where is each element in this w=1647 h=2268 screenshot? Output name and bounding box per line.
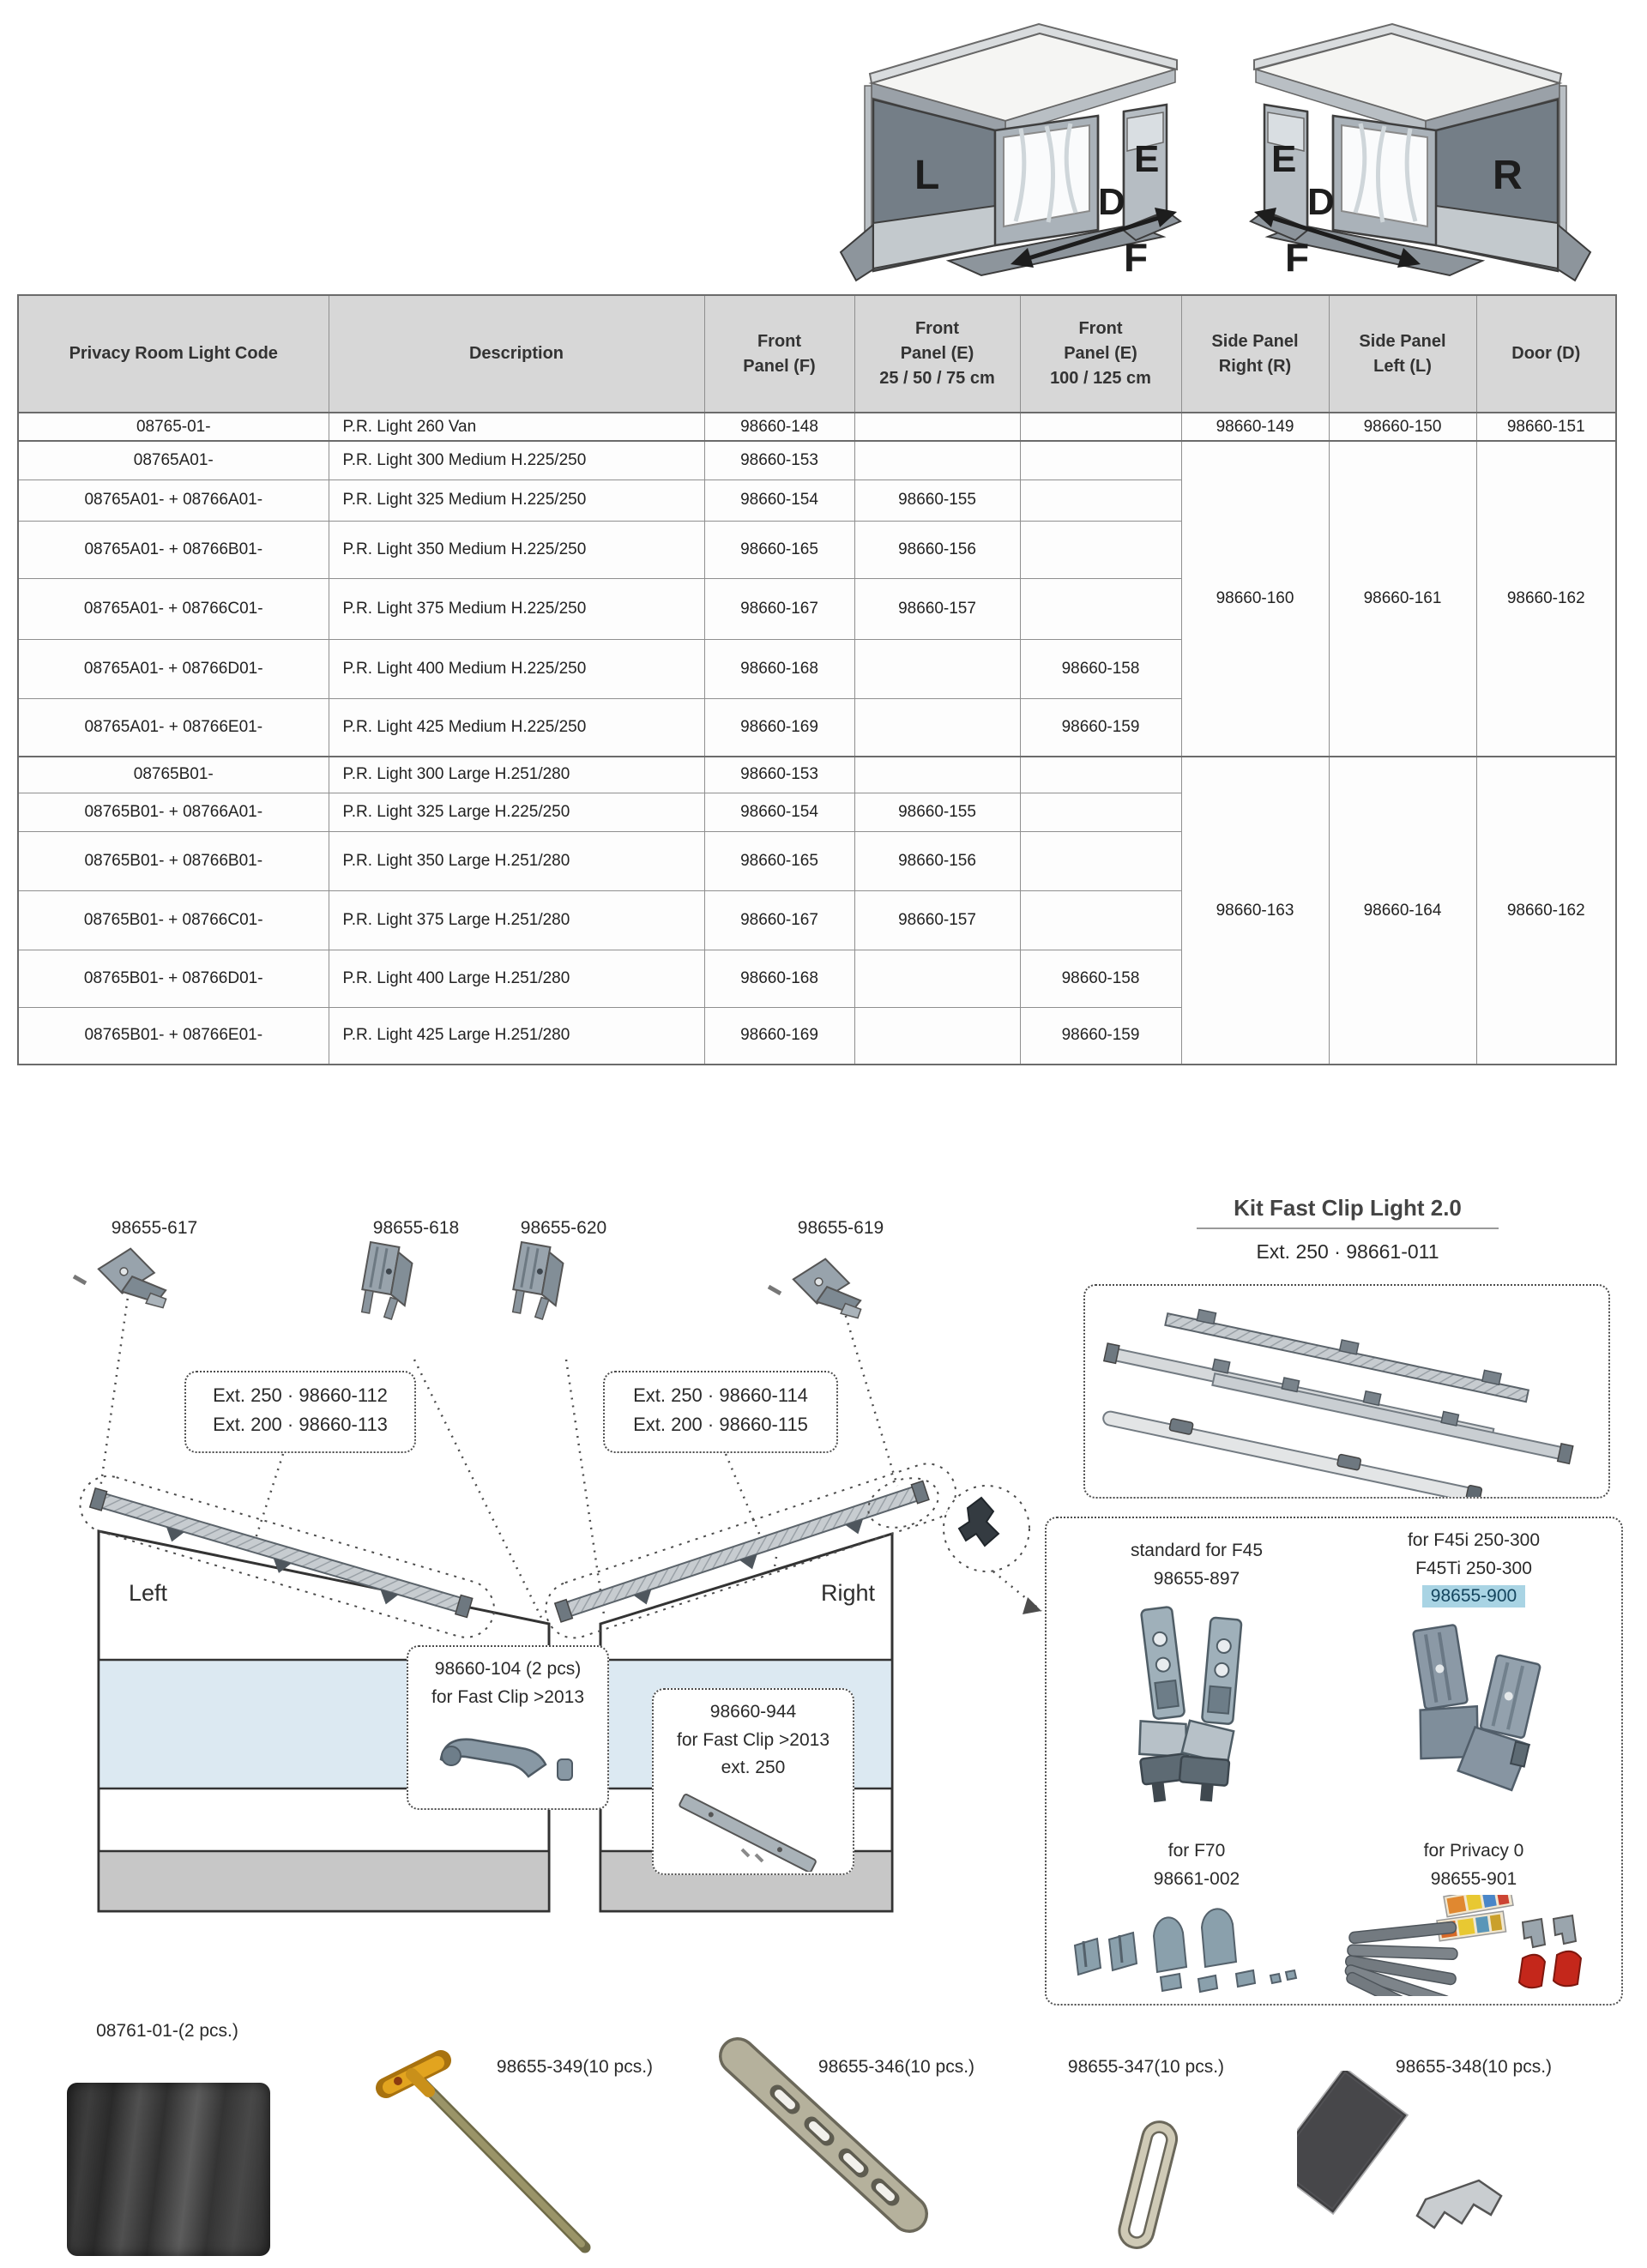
label-edge-right: E — [1271, 138, 1297, 180]
part-number-cell: 98660-167 — [704, 578, 854, 639]
label-side-left: L — [914, 153, 940, 198]
privacy-room-diagram-right-icon — [1246, 7, 1609, 292]
part-number-cell: 98660-165 — [704, 831, 854, 890]
part-number-cell: 98660-157 — [854, 578, 1020, 639]
code-cell: 08765B01- — [18, 757, 329, 793]
code-cell: 08765B01- + 08766E01- — [18, 1007, 329, 1065]
part-number-cell — [1020, 413, 1181, 441]
part-number-cell — [854, 950, 1020, 1007]
oval-link-icon — [1088, 2108, 1208, 2263]
part-number-cell: 98660-153 — [704, 757, 854, 793]
part-number-cell: 98660-156 — [854, 831, 1020, 890]
column-header: Side Panel Left (L) — [1329, 295, 1476, 413]
variant-label: for F45i 250-300 — [1407, 1530, 1541, 1550]
part-number-cell: 98660-168 — [704, 639, 854, 698]
description-cell: P.R. Light 260 Van — [329, 413, 704, 441]
f45-clips-icon — [1098, 1598, 1295, 1830]
part-label-98655-349: 98655-349(10 pcs.) — [496, 2057, 654, 2077]
variant-f45 — [1064, 1537, 1330, 1834]
variant-privacy-0 — [1336, 1837, 1611, 2000]
part-number-cell: 98660-151 — [1476, 413, 1616, 441]
highlighted-code: 98655-900 — [1422, 1585, 1525, 1608]
part-number-cell — [1020, 793, 1181, 831]
part-number-cell: 98660-158 — [1020, 950, 1181, 1007]
column-header: Front Panel (F) — [704, 295, 854, 413]
part-label-98655-348: 98655-348(10 pcs.) — [1395, 2057, 1553, 2077]
part-number-cell: 98660-167 — [704, 890, 854, 950]
panel-label-right: Right — [820, 1580, 875, 1606]
callout-98660-104 — [407, 1645, 609, 1810]
part-number-cell — [854, 441, 1020, 480]
code-cell: 08765B01- + 08766C01- — [18, 890, 329, 950]
part-label-98655-617: 98655-617 — [111, 1218, 198, 1238]
part-number-cell: 98660-155 — [854, 793, 1020, 831]
part-number-cell: 98660-150 — [1329, 413, 1476, 441]
code-cell: 08765A01- + 08766A01- — [18, 480, 329, 521]
callout-line: for Fast Clip >2013 — [676, 1729, 830, 1750]
ext-code-line: Ext. 250 · 98660-114 — [633, 1384, 808, 1406]
sticker-icon — [1437, 1895, 1513, 1941]
ext-code-line: Ext. 200 · 98660-113 — [213, 1414, 388, 1436]
part-number-cell: 98660-159 — [1020, 698, 1181, 757]
label-front-left: F — [1124, 235, 1149, 280]
ext-codes-box-left — [184, 1371, 416, 1453]
description-cell: P.R. Light 400 Large H.251/280 — [329, 950, 704, 1007]
label-side-right: R — [1493, 153, 1523, 198]
part-number-cell: 98660-153 — [704, 441, 854, 480]
column-header: Description — [329, 295, 704, 413]
part-number-cell: 98660-157 — [854, 890, 1020, 950]
column-header: Front Panel (E) 100 / 125 cm — [1020, 295, 1181, 413]
part-number-cell: 98660-169 — [704, 1007, 854, 1065]
privacy-room-diagram-left-icon — [822, 7, 1185, 292]
ext-codes-box-right — [603, 1371, 838, 1453]
part-number-cell: 98660-161 — [1329, 441, 1476, 757]
part-number-cell: 98660-165 — [704, 521, 854, 578]
part-number-cell — [1020, 890, 1181, 950]
description-cell: P.R. Light 375 Large H.251/280 — [329, 890, 704, 950]
part-label-98655-620: 98655-620 — [520, 1218, 607, 1238]
description-cell: P.R. Light 325 Medium H.225/250 — [329, 480, 704, 521]
part-number-cell: 98660-162 — [1476, 757, 1616, 1065]
callout-line: ext. 250 — [721, 1758, 786, 1778]
part-number-cell: 98660-159 — [1020, 1007, 1181, 1065]
part-number-cell — [854, 698, 1020, 757]
ext-code-line: Ext. 250 · 98660-112 — [213, 1384, 388, 1406]
part-number-cell: 98660-154 — [704, 793, 854, 831]
part-number-cell — [854, 1007, 1020, 1065]
code-cell: 08765A01- — [18, 441, 329, 480]
description-cell: P.R. Light 375 Medium H.225/250 — [329, 578, 704, 639]
description-cell: P.R. Light 325 Large H.225/250 — [329, 793, 704, 831]
reference-table-wrapper — [17, 294, 1617, 1065]
part-number-cell: 98660-155 — [854, 480, 1020, 521]
f70-parts-icon — [1068, 1898, 1325, 1994]
part-number-cell — [1020, 578, 1181, 639]
part-number-cell: 98660-149 — [1181, 413, 1329, 441]
part-number-cell — [1020, 831, 1181, 890]
table-row — [18, 757, 1616, 793]
privacy0-parts-icon — [1341, 1895, 1607, 1996]
description-cell: P.R. Light 300 Large H.251/280 — [329, 757, 704, 793]
table-row — [18, 441, 1616, 480]
variant-code: 98661-002 — [1153, 1868, 1240, 1889]
label-door-right: D — [1307, 181, 1335, 223]
reference-table — [17, 294, 1617, 1065]
code-cell: 08765B01- + 08766D01- — [18, 950, 329, 1007]
label-door-left: D — [1098, 181, 1125, 223]
slotted-strap-icon — [710, 2037, 950, 2243]
code-cell: 08765B01- + 08766B01- — [18, 831, 329, 890]
part-number-cell: 98660-163 — [1181, 757, 1329, 1065]
code-cell: 08765A01- + 08766B01- — [18, 521, 329, 578]
part-number-cell — [1020, 480, 1181, 521]
part-number-cell: 98660-148 — [704, 413, 854, 441]
panel-label-left: Left — [129, 1580, 168, 1606]
callout-line: 98660-944 — [709, 1702, 797, 1722]
variant-label: for Privacy 0 — [1423, 1841, 1524, 1861]
variant-code: 98655-901 — [1430, 1868, 1517, 1889]
code-cell: 08765A01- + 08766E01- — [18, 698, 329, 757]
code-cell: 08765A01- + 08766D01- — [18, 639, 329, 698]
kit-rails-box — [1083, 1284, 1610, 1499]
part-number-cell — [1020, 757, 1181, 793]
small-clip-icon — [1523, 1915, 1576, 1947]
part-number-cell — [854, 639, 1020, 698]
part-number-cell: 98660-156 — [854, 521, 1020, 578]
description-cell: P.R. Light 425 Medium H.225/250 — [329, 698, 704, 757]
part-number-cell — [854, 757, 1020, 793]
part-label-98655-346: 98655-346(10 pcs.) — [817, 2057, 975, 2077]
part-number-cell — [854, 413, 1020, 441]
table-row — [18, 413, 1616, 441]
part-number-cell: 98660-154 — [704, 480, 854, 521]
label-edge-left: E — [1134, 138, 1160, 180]
f45i-clips-icon — [1375, 1616, 1572, 1813]
description-cell: P.R. Light 300 Medium H.225/250 — [329, 441, 704, 480]
curtain-photo — [67, 2083, 270, 2256]
part-number-cell: 98660-162 — [1476, 441, 1616, 757]
fast-clip-944-bar-icon — [663, 1786, 843, 1872]
column-header: Door (D) — [1476, 295, 1616, 413]
description-cell: P.R. Light 400 Medium H.225/250 — [329, 639, 704, 698]
tent-peg-icon — [369, 2048, 626, 2265]
code-cell: 08765B01- + 08766A01- — [18, 793, 329, 831]
kit-variants-panel — [1045, 1517, 1623, 2006]
strip-fan-icon — [1344, 1921, 1457, 1996]
variant-label: for F70 — [1167, 1841, 1226, 1861]
part-number-cell — [1020, 521, 1181, 578]
part-number-cell: 98660-168 — [704, 950, 854, 1007]
part-label-08761-01: 08761-01-(2 pcs.) — [96, 2021, 238, 2041]
label-front-right: F — [1285, 235, 1310, 280]
table-header-row — [18, 295, 1616, 413]
part-label-98655-347: 98655-347(10 pcs.) — [1067, 2057, 1225, 2077]
part-number-cell: 98660-158 — [1020, 639, 1181, 698]
callout-98660-944 — [652, 1688, 854, 1875]
column-header: Side Panel Right (R) — [1181, 295, 1329, 413]
kit-rails-icon — [1085, 1286, 1608, 1497]
code-cell: 08765A01- + 08766C01- — [18, 578, 329, 639]
part-number-cell: 98660-160 — [1181, 441, 1329, 757]
kit-subtitle: Ext. 250 · 98661-011 — [1256, 1240, 1439, 1263]
variant-f45i — [1336, 1527, 1611, 1818]
column-header: Front Panel (E) 25 / 50 / 75 cm — [854, 295, 1020, 413]
code-cell: 08765-01- — [18, 413, 329, 441]
variant-label: F45Ti 250-300 — [1415, 1558, 1532, 1578]
part-number-cell: 98660-164 — [1329, 757, 1476, 1065]
part-number-cell — [1020, 441, 1181, 480]
variant-label: standard for F45 — [1130, 1541, 1264, 1560]
description-cell: P.R. Light 350 Large H.251/280 — [329, 831, 704, 890]
variant-f70 — [1064, 1837, 1330, 1999]
strap-clip-icon — [1297, 2071, 1572, 2265]
part-label-98655-619: 98655-619 — [797, 1218, 884, 1238]
description-cell: P.R. Light 350 Medium H.225/250 — [329, 521, 704, 578]
callout-line: 98660-104 (2 pcs) — [434, 1659, 582, 1679]
description-cell: P.R. Light 425 Large H.251/280 — [329, 1007, 704, 1065]
part-number-cell: 98660-169 — [704, 698, 854, 757]
variant-code: 98655-897 — [1153, 1568, 1240, 1589]
ext-code-line: Ext. 200 · 98660-115 — [633, 1414, 808, 1436]
callout-line: for Fast Clip >2013 — [431, 1686, 584, 1707]
column-header: Privacy Room Light Code — [18, 295, 329, 413]
fast-clip-104-icon — [422, 1718, 594, 1792]
part-label-98655-618: 98655-618 — [372, 1218, 460, 1238]
kit-title: Kit Fast Clip Light 2.0 — [1197, 1195, 1499, 1229]
red-part-icon — [1519, 1951, 1581, 1988]
